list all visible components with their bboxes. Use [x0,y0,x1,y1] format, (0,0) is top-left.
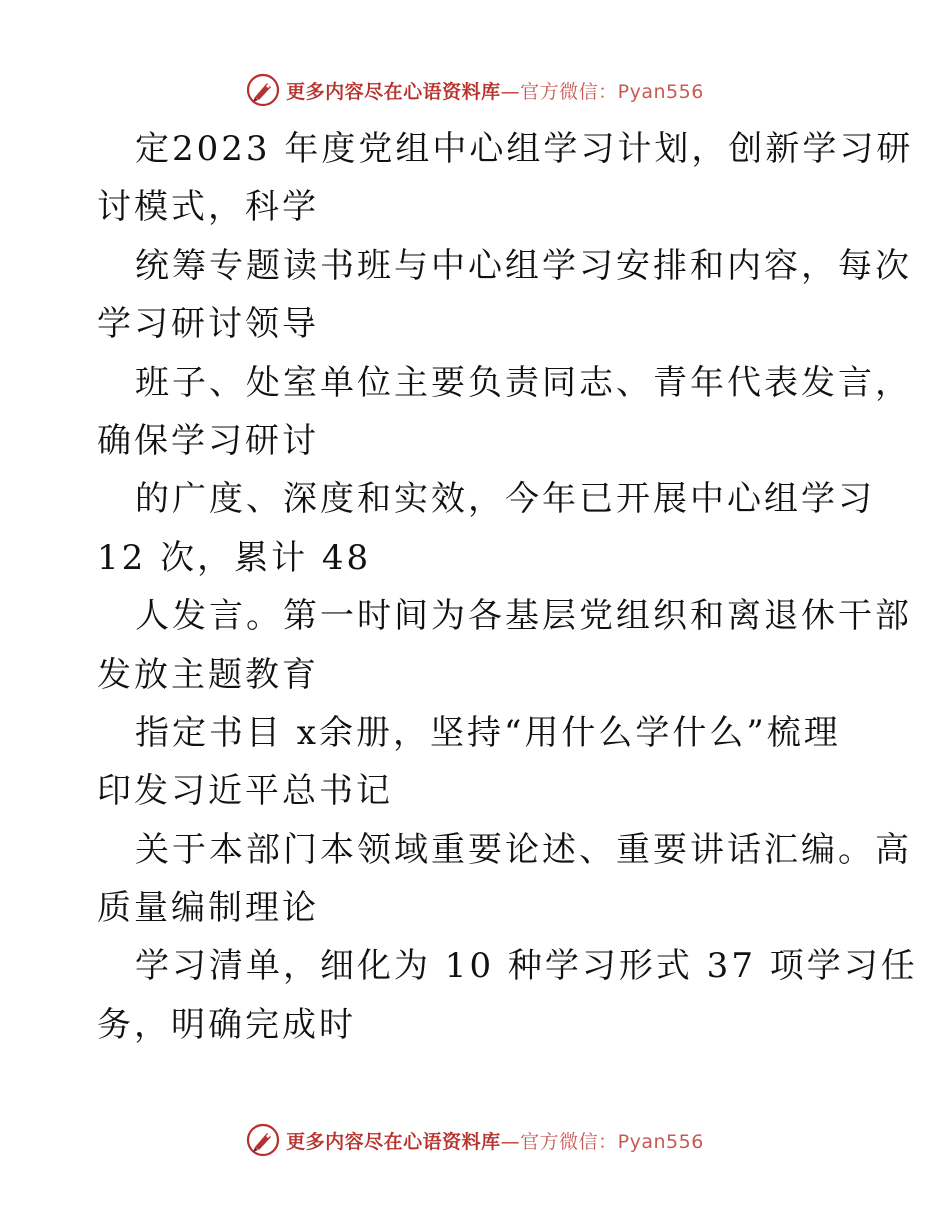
watermark-dash: — [500,1130,521,1153]
fountain-pen-seal-icon [246,1123,280,1157]
text-line: 关于本部门本领域重要论述、重要讲话汇编。高 [135,829,912,870]
text-line: 学习研讨领导 [97,304,319,345]
footer-watermark [0,1118,950,1162]
fountain-pen-seal-icon [246,73,280,107]
text-line: 班子、处室单位主要负责同志、青年代表发言， [135,362,912,403]
text-line: 质量编制理论 [97,888,319,929]
text-line: 的广度、深度和实效，今年已开展中心组学习 [135,479,875,520]
text-line: 12 次，累计 48 [97,537,372,578]
watermark-dash: — [500,80,521,103]
watermark-text [286,77,704,104]
watermark-brand: 更多内容尽在心语资料库 [286,1130,501,1153]
watermark-contact: 官方微信：Pyan556 [520,1130,704,1153]
text-line: 确保学习研讨 [97,420,319,461]
watermark-contact: 官方微信：Pyan556 [520,80,704,103]
text-line: 学习清单，细化为 10 种学习形式 37 项学习任 [135,946,918,987]
text-line: 印发习近平总书记 [97,771,393,812]
text-line: 发放主题教育 [97,654,319,695]
text-line: 定2023 年度党组中心组学习计划，创新学习研 [135,129,914,169]
text-line: 统筹专题读书班与中心组学习安排和内容，每次 [135,245,912,286]
watermark-brand: 更多内容尽在心语资料库 [286,80,501,103]
header-watermark [0,68,950,112]
text-line: 指定书目 x余册，坚持“用什么学什么”梳理 [135,712,841,753]
text-line: 讨模式，科学 [97,187,319,228]
text-line: 务，明确完成时 [97,1004,356,1045]
document-body [97,120,918,1054]
watermark-text [286,1127,704,1154]
text-line: 人发言。第一时间为各基层党组织和离退休干部 [135,596,912,637]
